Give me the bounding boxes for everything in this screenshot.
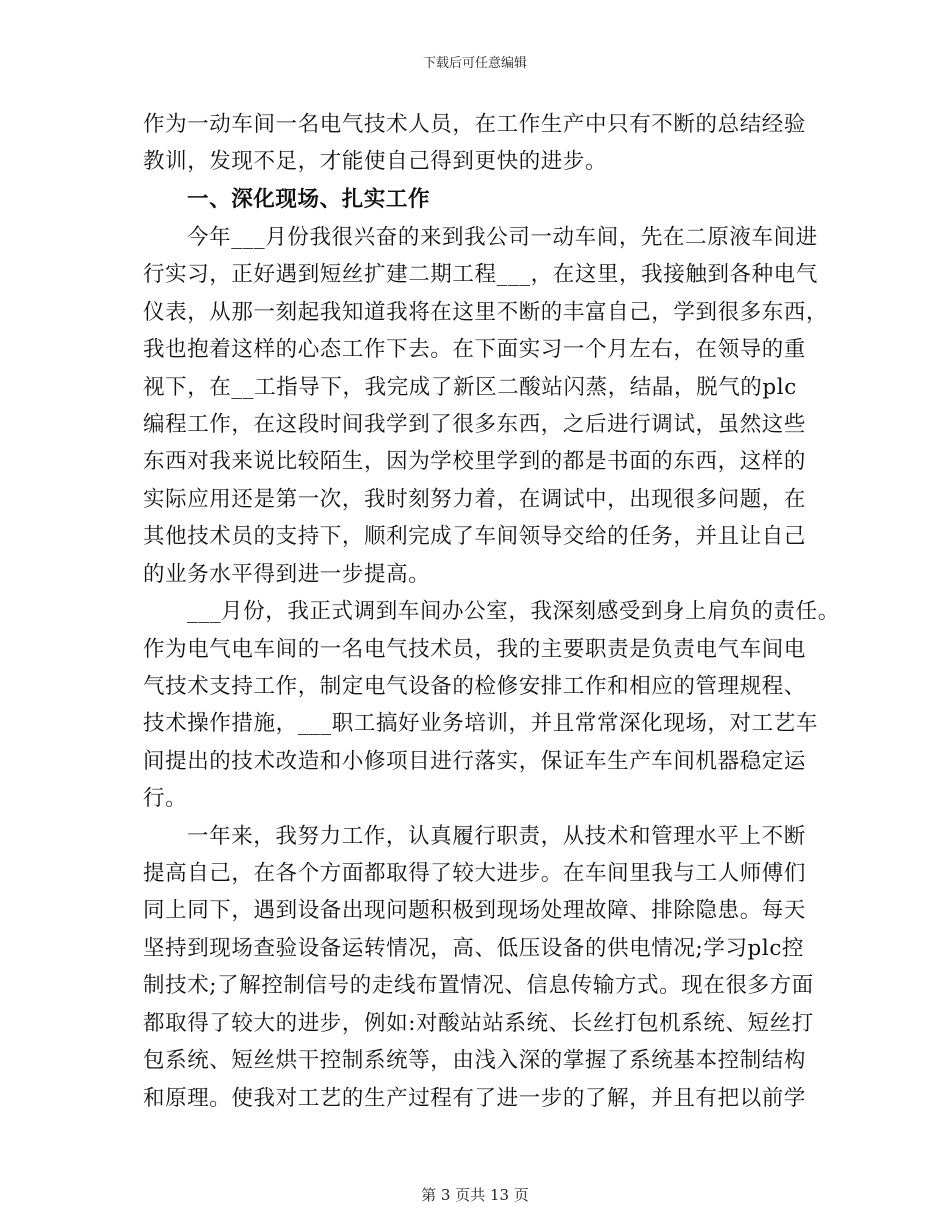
text-line: 编程工作，在这段时间我学到了很多东西，之后进行调试，虽然这些 [143, 412, 807, 437]
text-line: 东西对我来说比较陌生，因为学校里学到的都是书面的东西，这样的 [143, 449, 807, 474]
text-line: 作为电气电车间的一名电气技术员，我的主要职责是负责电气车间电 [143, 637, 807, 662]
text-line: 其他技术员的支持下，顺利完成了车间领导交给的任务，并且让自己 [143, 524, 807, 549]
text-line: 行实习，正好遇到短丝扩建二期工程___，在这里，我接触到各种电气 [143, 262, 818, 287]
text-line: 仪表，从那一刻起我知道我将在这里不断的丰富自己，学到很多东西， [143, 300, 829, 325]
text-line: 都取得了较大的进步，例如:对酸站站系统、长丝打包机系统、短丝打 [143, 1011, 814, 1036]
section-heading: 一、深化现场、扎实工作 [187, 187, 431, 212]
text-line: 同上同下，遇到设备出现问题积极到现场处理故障、排除隐患。每天 [143, 898, 807, 923]
text-line: 的业务水平得到进一步提高。 [143, 562, 431, 587]
text-line: 提高自己，在各个方面都取得了较大进步。在车间里我与工人师傅们 [143, 861, 807, 886]
text-line: ___月份，我正式调到车间办公室，我深刻感受到身上肩负的责任。 [187, 599, 840, 624]
text-line: 行。 [143, 786, 188, 811]
text-line: 包系统、短丝烘干控制系统等，由浅入深的掌握了系统基本控制结构 [143, 1048, 807, 1073]
text-line: 气技术支持工作，制定电气设备的检修安排工作和相应的管理规程、 [143, 674, 807, 699]
text-line: 坚持到现场查验设备运转情况，高、低压设备的供电情况;学习plc控 [143, 936, 805, 961]
text-line: 教训，发现不足，才能使自己得到更快的进步。 [143, 149, 608, 174]
text-line: 和原理。使我对工艺的生产过程有了进一步的了解，并且有把以前学 [143, 1086, 807, 1111]
page-footer: 第 3 页共 13 页 [421, 1186, 529, 1204]
text-line: 作为一动车间一名电气技术人员，在工作生产中只有不断的总结经验 [143, 112, 807, 137]
text-line: 视下，在__工指导下，我完成了新区二酸站闪蒸，结晶，脱气的plc [143, 375, 797, 400]
text-line: 实际应用还是第一次，我时刻努力着，在调试中，出现很多问题，在 [143, 487, 807, 512]
text-line: 间提出的技术改造和小修项目进行落实，保证车生产车间机器稳定运 [143, 749, 807, 774]
text-line: 我也抱着这样的心态工作下去。在下面实习一个月左右，在领导的重 [143, 337, 807, 362]
page-header: 下载后可任意编辑 [422, 56, 527, 71]
text-line: 今年___月份我很兴奋的来到我公司一动车间，先在二原液车间进 [187, 225, 818, 250]
text-line: 制技术;了解控制信号的走线布置情况、信息传输方式。现在很多方面 [143, 973, 814, 998]
text-line: 技术操作措施，___职工搞好业务培训，并且常常深化现场，对工艺车 [143, 711, 818, 736]
text-line: 一年来，我努力工作，认真履行职责，从技术和管理水平上不断 [187, 824, 806, 849]
